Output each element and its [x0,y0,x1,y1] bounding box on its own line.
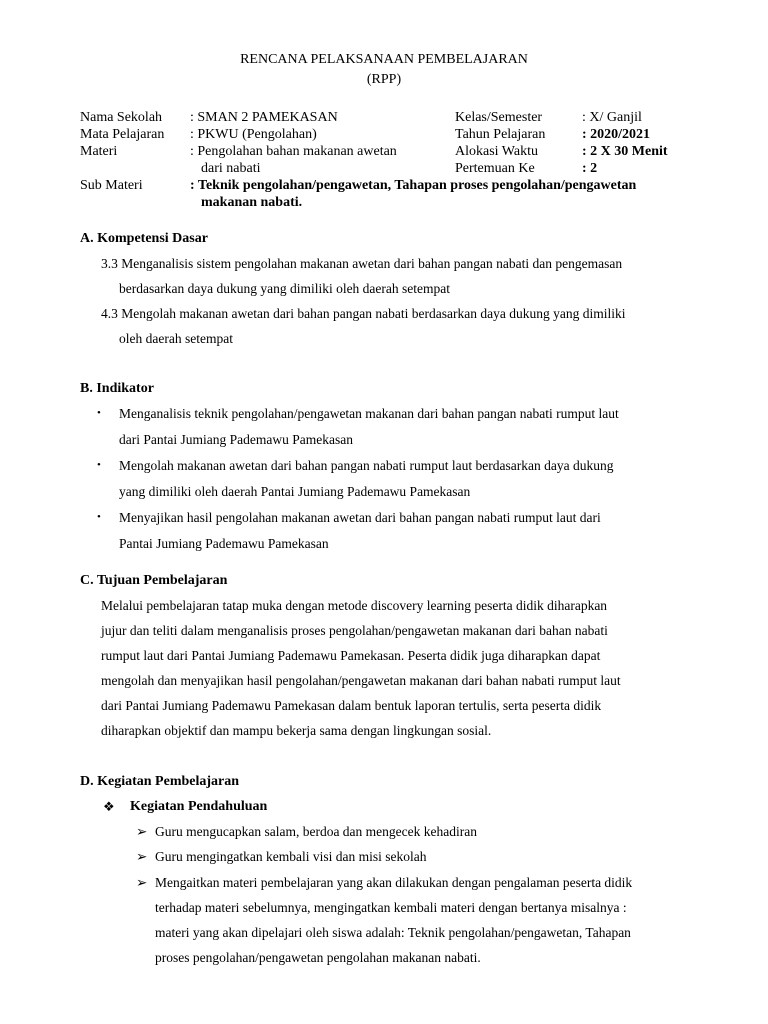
arrow-bullet-icon: ➢ [136,875,148,890]
kd-3-3-line2: berdasarkan daya dukung yang dimiliki oleh daerah setempat [119,281,451,296]
indikator-3-line2: Pantai Jumiang Pademawu Pamekasan [119,536,329,551]
doc-subtitle: (RPP) [366,72,402,87]
pertemuan-value: : 2 [582,161,598,176]
bullet-icon: • [97,511,101,523]
materi-value-cont: dari nabati [201,161,261,176]
pendahuluan-item-3-line3: materi yang akan dipelajari oleh siswa adalah: Teknik pengolahan/pengawetan, Tahapan [155,925,631,940]
mapel-label: Mata Pelajaran [80,127,165,142]
indikator-1-line1: Menganalisis teknik pengolahan/pengawetan makanan dari bahan pangan nabati rumput laut [119,406,619,421]
tujuan-line2: jujur dan teliti dalam menganalisis proses pengolahan/pengawetan makanan dari bahan nabati [101,623,608,638]
section-c-heading: C. Tujuan Pembelajaran [80,573,228,588]
pendahuluan-item-3-line4: proses pengolahan/pengawetan pengolahan makanan nabati. [155,950,481,965]
kd-3-3-line1: 3.3 Menganalisis sistem pengolahan makanan awetan dari bahan pangan nabati dan pengemasan [101,256,623,271]
submateri-value: : Teknik pengolahan/pengawetan, Tahapan proses pengolahan/pengawetan [190,178,637,193]
alokasi-label: Alokasi Waktu [455,144,538,159]
tujuan-line3: rumput laut dari Pantai Jumiang Pademawu Pamekasan. Peserta didik juga diharapkan dapat [101,648,601,663]
bullet-icon: • [97,407,101,419]
kelas-value: : X/ Ganjil [582,110,642,125]
pertemuan-label: Pertemuan Ke [455,161,535,176]
tujuan-line6: diharapkan objektif dan mampu bekerja sama dengan lingkungan sosial. [101,723,492,738]
tujuan-line1: Melalui pembelajaran tatap muka dengan metode discovery learning peserta didik diharapkan [101,598,608,613]
pendahuluan-item-1: Guru mengucapkan salam, berdoa dan mengecek kehadiran [155,824,477,839]
pendahuluan-item-3-line2: terhadap materi sebelumnya, mengingatkan kembali materi dengan bertanya misalnya : [155,900,627,915]
kelas-label: Kelas/Semester [455,110,543,125]
indikator-3-line1: Menyajikan hasil pengolahan makanan awetan dari bahan pangan nabati rumput laut dari [119,510,601,525]
doc-title: RENCANA PELAKSANAAN PEMBELAJARAN [240,52,528,67]
kd-4-3-line2: oleh daerah setempat [119,331,233,346]
section-d-heading: D. Kegiatan Pembelajaran [80,774,240,789]
indikator-2-line2: yang dimiliki oleh daerah Pantai Jumiang Pademawu Pamekasan [119,484,471,499]
submateri-value-cont: makanan nabati. [201,195,303,210]
bullet-icon: • [97,459,101,471]
indikator-1-line2: dari Pantai Jumiang Pademawu Pamekasan [119,432,353,447]
materi-label: Materi [80,144,118,159]
sekolah-value: : SMAN 2 PAMEKASAN [190,110,338,125]
arrow-bullet-icon: ➢ [136,849,148,864]
tahun-value: : 2020/2021 [582,127,651,142]
pendahuluan-item-3-line1: Mengaitkan materi pembelajaran yang akan dilakukan dengan pengalaman peserta didik [155,875,633,890]
pendahuluan-item-2: Guru mengingatkan kembali visi dan misi sekolah [155,849,427,864]
alokasi-value: : 2 X 30 Menit [582,144,668,159]
sekolah-label: Nama Sekolah [80,110,163,125]
section-a-heading: A. Kompetensi Dasar [80,231,208,246]
tujuan-line4: mengolah dan menyajikan hasil pengolahan/pengawetan makanan dari bahan nabati rumput laut [101,673,621,688]
mapel-value: : PKWU (Pengolahan) [190,127,317,142]
diamond-bullet-icon: ❖ [103,799,115,814]
materi-value: : Pengolahan bahan makanan awetan [190,144,397,159]
arrow-bullet-icon: ➢ [136,824,148,839]
kd-4-3-line1: 4.3 Mengolah makanan awetan dari bahan pangan nabati berdasarkan daya dukung yang dimiliki [101,306,626,321]
indikator-2-line1: Mengolah makanan awetan dari bahan pangan nabati rumput laut berdasarkan daya dukung [119,458,614,473]
submateri-label: Sub Materi [80,178,143,193]
tujuan-line5: dari Pantai Jumiang Pademawu Pamekasan dalam bentuk laporan tertulis, serta peserta didik [101,698,602,713]
section-b-heading: B. Indikator [80,381,154,396]
tahun-label: Tahun Pelajaran [455,127,546,142]
kegiatan-pendahuluan-heading: Kegiatan Pendahuluan [130,799,268,814]
